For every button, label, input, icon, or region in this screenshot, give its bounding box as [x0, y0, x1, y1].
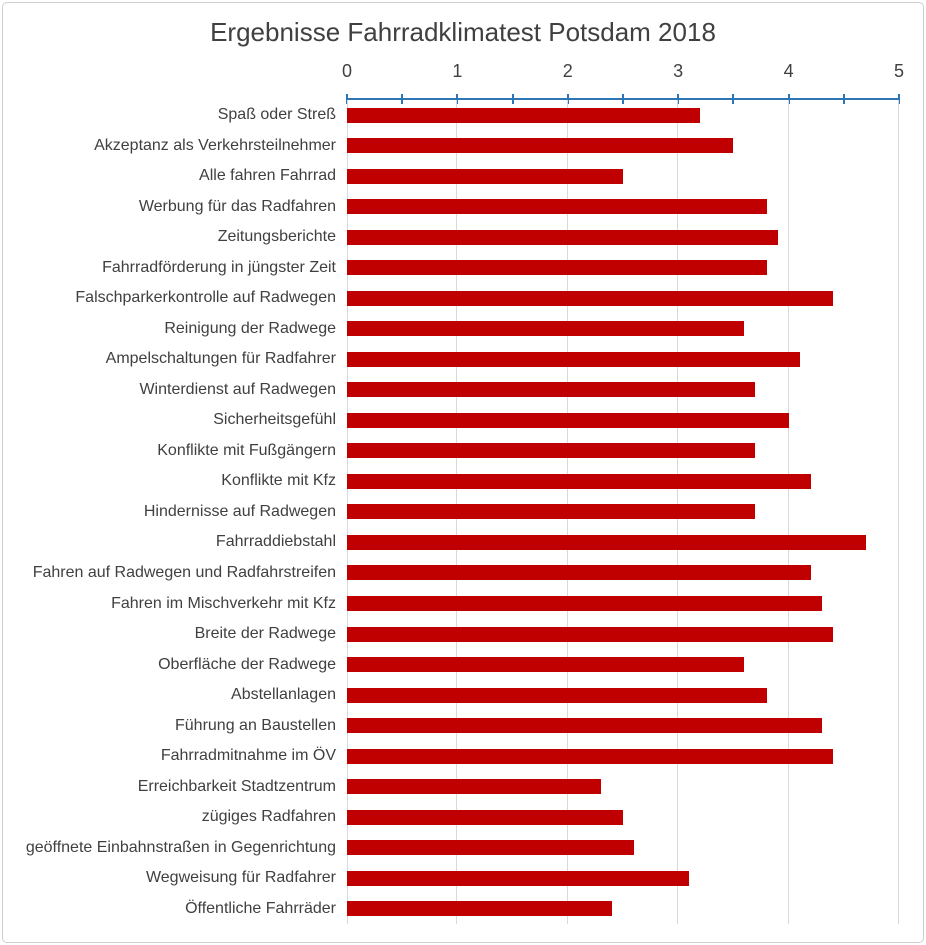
category-label: Spaß oder Streß — [217, 106, 336, 124]
bar — [347, 108, 700, 123]
bar-row — [347, 863, 899, 894]
category-label: geöffnete Einbahnstraßen in Gegenrichtung — [25, 838, 336, 856]
bar-row — [347, 283, 899, 314]
bar — [347, 504, 755, 519]
bar — [347, 688, 767, 703]
bar — [347, 840, 634, 855]
bar-row — [347, 741, 899, 772]
bar — [347, 718, 822, 733]
bar-row — [347, 680, 899, 711]
category-label: Abstellanlagen — [231, 686, 336, 704]
category-label: Fahrraddiebstahl — [215, 533, 336, 551]
bar-row — [347, 832, 899, 863]
category-label: Oberfläche der Radwege — [158, 655, 336, 673]
x-axis-tick-label: 4 — [783, 61, 794, 81]
bar-row — [347, 375, 899, 406]
bar — [347, 413, 789, 428]
bar-row — [347, 405, 899, 436]
category-label: zügiges Radfahren — [201, 808, 336, 826]
category-label: Breite der Radwege — [194, 625, 336, 643]
bar-row — [347, 802, 899, 833]
bar — [347, 352, 800, 367]
bar — [347, 443, 755, 458]
bar — [347, 565, 811, 580]
x-axis-tick-label: 5 — [893, 61, 905, 81]
category-label: Hindernisse auf Radwegen — [143, 502, 336, 520]
bar-row — [347, 192, 899, 223]
category-label: Ampelschaltungen für Radfahrer — [105, 350, 336, 368]
category-label: Fahrradförderung in jüngster Zeit — [102, 258, 336, 276]
category-label: Erreichbarkeit Stadtzentrum — [137, 777, 336, 795]
category-label: Konflikte mit Fußgängern — [157, 441, 336, 459]
bar — [347, 596, 822, 611]
category-label: Fahren auf Radwegen und Radfahrstreifen — [32, 563, 336, 581]
category-label: Fahrradmitnahme im ÖV — [160, 747, 336, 765]
category-label: Führung an Baustellen — [175, 716, 336, 734]
bar — [347, 810, 623, 825]
bar — [347, 199, 767, 214]
category-label: Konflikte mit Kfz — [221, 472, 336, 490]
category-label: Alle fahren Fahrrad — [199, 167, 336, 185]
category-label: Falschparkerkontrolle auf Radwegen — [75, 289, 336, 307]
bar — [347, 291, 833, 306]
category-label: Werbung für das Radfahren — [138, 197, 336, 215]
category-label: Öffentliche Fahrräder — [185, 899, 336, 917]
bar-row — [347, 436, 899, 467]
bar-row — [347, 314, 899, 345]
bar — [347, 871, 689, 886]
bar — [347, 535, 866, 550]
bar-row — [347, 710, 899, 741]
x-axis-tick-label: 1 — [452, 61, 463, 81]
x-axis-tick-labels — [341, 61, 905, 87]
bar — [347, 627, 833, 642]
bar — [347, 138, 733, 153]
bar — [347, 901, 612, 916]
bar-row — [347, 344, 899, 375]
x-axis-tick-label: 3 — [673, 61, 684, 81]
category-label: Reinigung der Radwege — [164, 319, 336, 337]
bar — [347, 260, 767, 275]
bar-row — [347, 771, 899, 802]
category-label: Fahren im Mischverkehr mit Kfz — [111, 594, 336, 612]
x-axis-tick-label: 2 — [562, 61, 573, 81]
bar-row — [347, 131, 899, 162]
bar — [347, 749, 833, 764]
category-label: Akzeptanz als Verkehrsteilnehmer — [94, 136, 336, 154]
bar-row — [347, 649, 899, 680]
bar-row — [347, 222, 899, 253]
bar-row — [347, 253, 899, 284]
category-label: Winterdienst auf Radwegen — [139, 380, 336, 398]
bar-row — [347, 497, 899, 528]
bar — [347, 382, 755, 397]
bar — [347, 779, 601, 794]
bar-row — [347, 466, 899, 497]
category-label: Sicherheitsgefühl — [213, 411, 336, 429]
bar — [347, 169, 623, 184]
category-axis-labels — [7, 100, 343, 924]
bar — [347, 474, 811, 489]
bar — [347, 230, 778, 245]
bar-row — [347, 588, 899, 619]
chart-title: Ergebnisse Fahrradklimatest Potsdam 2018 — [210, 17, 716, 47]
bar-row — [347, 100, 899, 131]
plot-area — [347, 100, 899, 924]
bar-series — [347, 100, 899, 924]
bar-row — [347, 558, 899, 589]
bar — [347, 657, 744, 672]
bar-row — [347, 893, 899, 924]
bar-chart — [2, 2, 924, 943]
bar-row — [347, 161, 899, 192]
bar-row — [347, 527, 899, 558]
bar — [347, 321, 744, 336]
category-label: Zeitungsberichte — [217, 228, 336, 246]
category-label: Wegweisung für Radfahrer — [145, 869, 336, 887]
x-axis-tick-label: 0 — [341, 61, 353, 81]
bar-row — [347, 619, 899, 650]
